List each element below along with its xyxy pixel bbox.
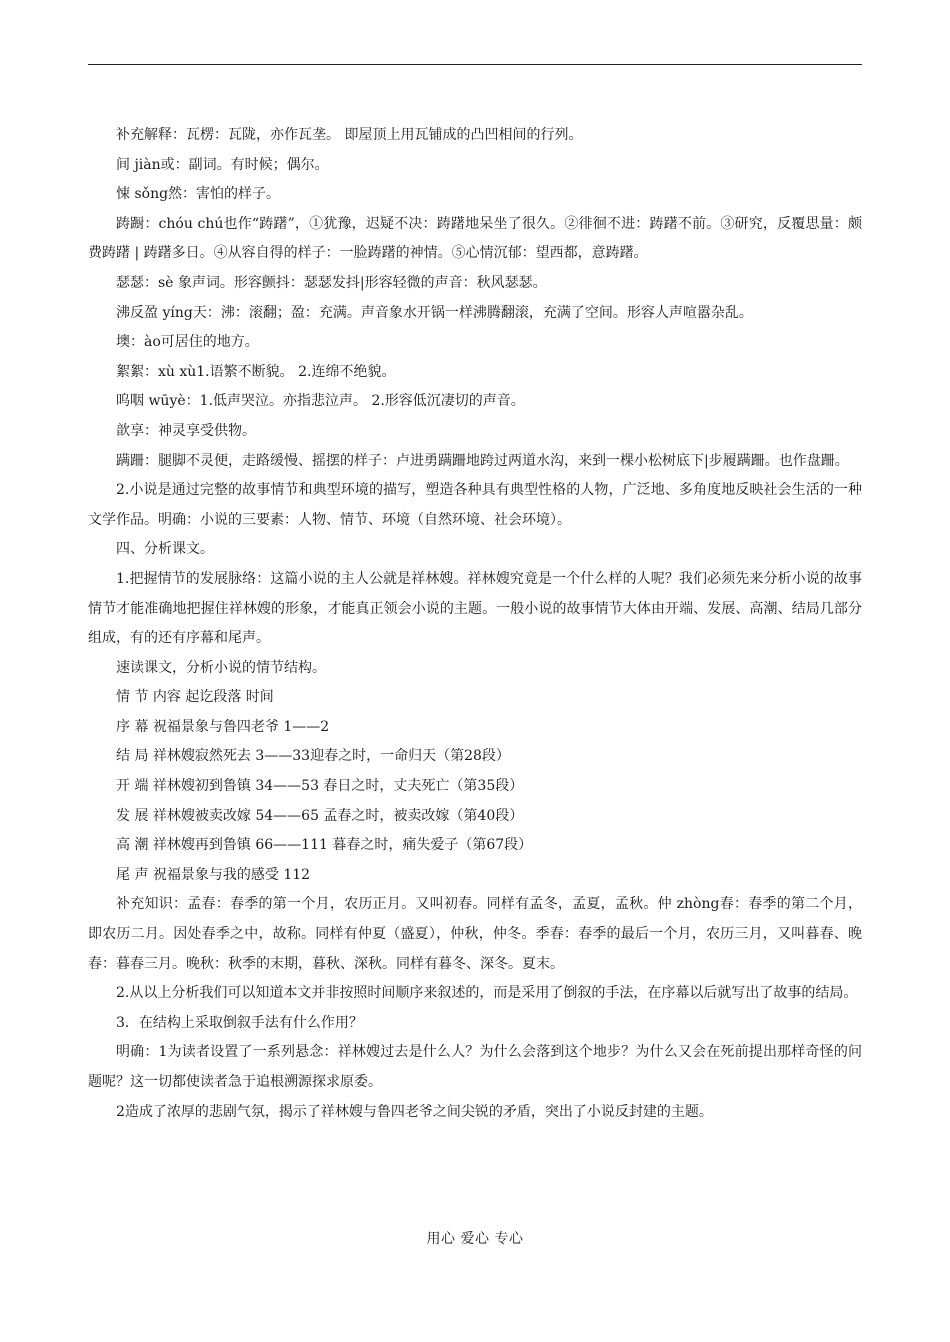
paragraph: 踌蹰：chóu chú也作“踌躇”，①犹豫，迟疑不决：踌躇地呆坐了很久。②徘徊不进：踌躇不前。③研究，反覆思量：颇费踌躇 | 踌躇多日。④从容自得的样子：一脸踌躇的神情。⑤心情沉郁：望西都，意踌躇。	[88, 215, 862, 262]
paragraph: 速读课文，分析小说的情节结构。	[116, 659, 326, 676]
page-footer: 用心 爱心 专心	[426, 1231, 524, 1247]
paragraph: 补充解释：瓦楞：瓦陇，亦作瓦垄。 即屋顶上用瓦铺成的凸凹相间的行列。	[116, 127, 583, 143]
paragraph: 沸反盈 yíng天：沸：滚翻；盈：充满。声音象水开锅一样沸腾翻滚，充满了空间。形容人声喧嚣杂乱。	[116, 304, 753, 321]
paragraph: 明确：1为读者设置了一系列悬念：祥林嫂过去是什么人？为什么会落到这个地步？为什么又会在死前提出那样奇怪的问题呢？这一切都使读者急于追根溯源探求原委。	[88, 1044, 862, 1090]
plot-table-row: 开 端 祥林嫂初到鲁镇 34——53 春日之时，丈夫死亡（第35段）	[116, 778, 524, 795]
header-rule	[88, 64, 862, 65]
paragraph: 补充知识：孟春：春季的第一个月，农历正月。又叫初春。同样有孟冬，孟夏，孟秋。仲 zhòng春：春季的第二个月，即农历二月。因处春季之中，故称。同样有仲夏（盛夏），仲秋，仲冬。季春：春季的最后一个月，农历三月，又叫暮春、晚春：暮春三月。晚秋：秋季的末期，暮秋、深秋。同样有暮冬、深冬。夏末。	[88, 896, 862, 972]
plot-table-row: 高 潮 祥林嫂再到鲁镇 66——111 暮春之时，痛失爱子（第67段）	[116, 837, 533, 854]
paragraph: 絮絮：xù xù1.语繁不断貌。 2.连绵不绝貌。	[116, 363, 396, 380]
paragraph: 呜咽 wūyè：1.低声哭泣。亦指悲泣声。 2.形容低沉凄切的声音。	[116, 393, 525, 410]
plot-table-row: 结 局 祥林嫂寂然死去 3——33迎春之时，一命归天（第28段）	[116, 748, 510, 765]
plot-table-row: 序 幕 祝福景象与鲁四老爷 1——2	[116, 718, 330, 735]
paragraph: 墺：ào可居住的地方。	[116, 334, 259, 351]
paragraph: 瑟瑟：sè 象声词。形容颤抖：瑟瑟发抖|形容轻微的声音：秋风瑟瑟。	[116, 274, 547, 291]
document-body	[88, 121, 862, 1127]
paragraph: 3．在结构上采取倒叙手法有什么作用？	[116, 1014, 363, 1031]
paragraph: 悚 sǒng然：害怕的样子。	[116, 186, 281, 203]
section-heading: 四、分析课文。	[116, 541, 214, 558]
paragraph: 间 jiàn或：副词。有时候；偶尔。	[116, 156, 329, 173]
paragraph: 歆享：神灵享受供物。	[116, 422, 256, 439]
paragraph: 2.小说是通过完整的故事情节和典型环境的描写，塑造各种具有典型性格的人物，广泛地、多角度地反映社会生活的一种文学作品。明确：小说的三要素：人物、情节、环境（自然环境、社会环境）。	[88, 482, 862, 528]
plot-table-row: 发 展 祥林嫂被卖改嫁 54——65 孟春之时，被卖改嫁（第40段）	[116, 807, 524, 824]
paragraph: 2造成了浓厚的悲剧气氛，揭示了祥林嫂与鲁四老爷之间尖锐的矛盾，突出了小说反封建的主题。	[116, 1103, 713, 1120]
plot-table-row: 尾 声 祝福景象与我的感受 112	[116, 866, 311, 883]
paragraph: 2.从以上分析我们可以知道本文并非按照时间顺序来叙述的，而是采用了倒叙的手法，在序幕以后就写出了故事的结局。	[116, 985, 858, 1002]
paragraph: 蹒跚：腿脚不灵便，走路缓慢、摇摆的样子：卢进勇蹒跚地跨过两道水沟，来到一棵小松树底下|步履蹒跚。也作盘跚。	[116, 452, 849, 469]
plot-table-header: 情 节 内容 起讫段落 时间	[116, 689, 274, 706]
paragraph: 1.把握情节的发展脉络：这篇小说的主人公就是祥林嫂。祥林嫂究竟是一个什么样的人呢？我们必须先来分析小说的故事情节才能准确地把握住祥林嫂的形象，才能真正领会小说的主题。一般小说的故事情节大体由开端、发展、高潮、结局几部分组成，有的还有序幕和尾声。	[88, 570, 862, 647]
